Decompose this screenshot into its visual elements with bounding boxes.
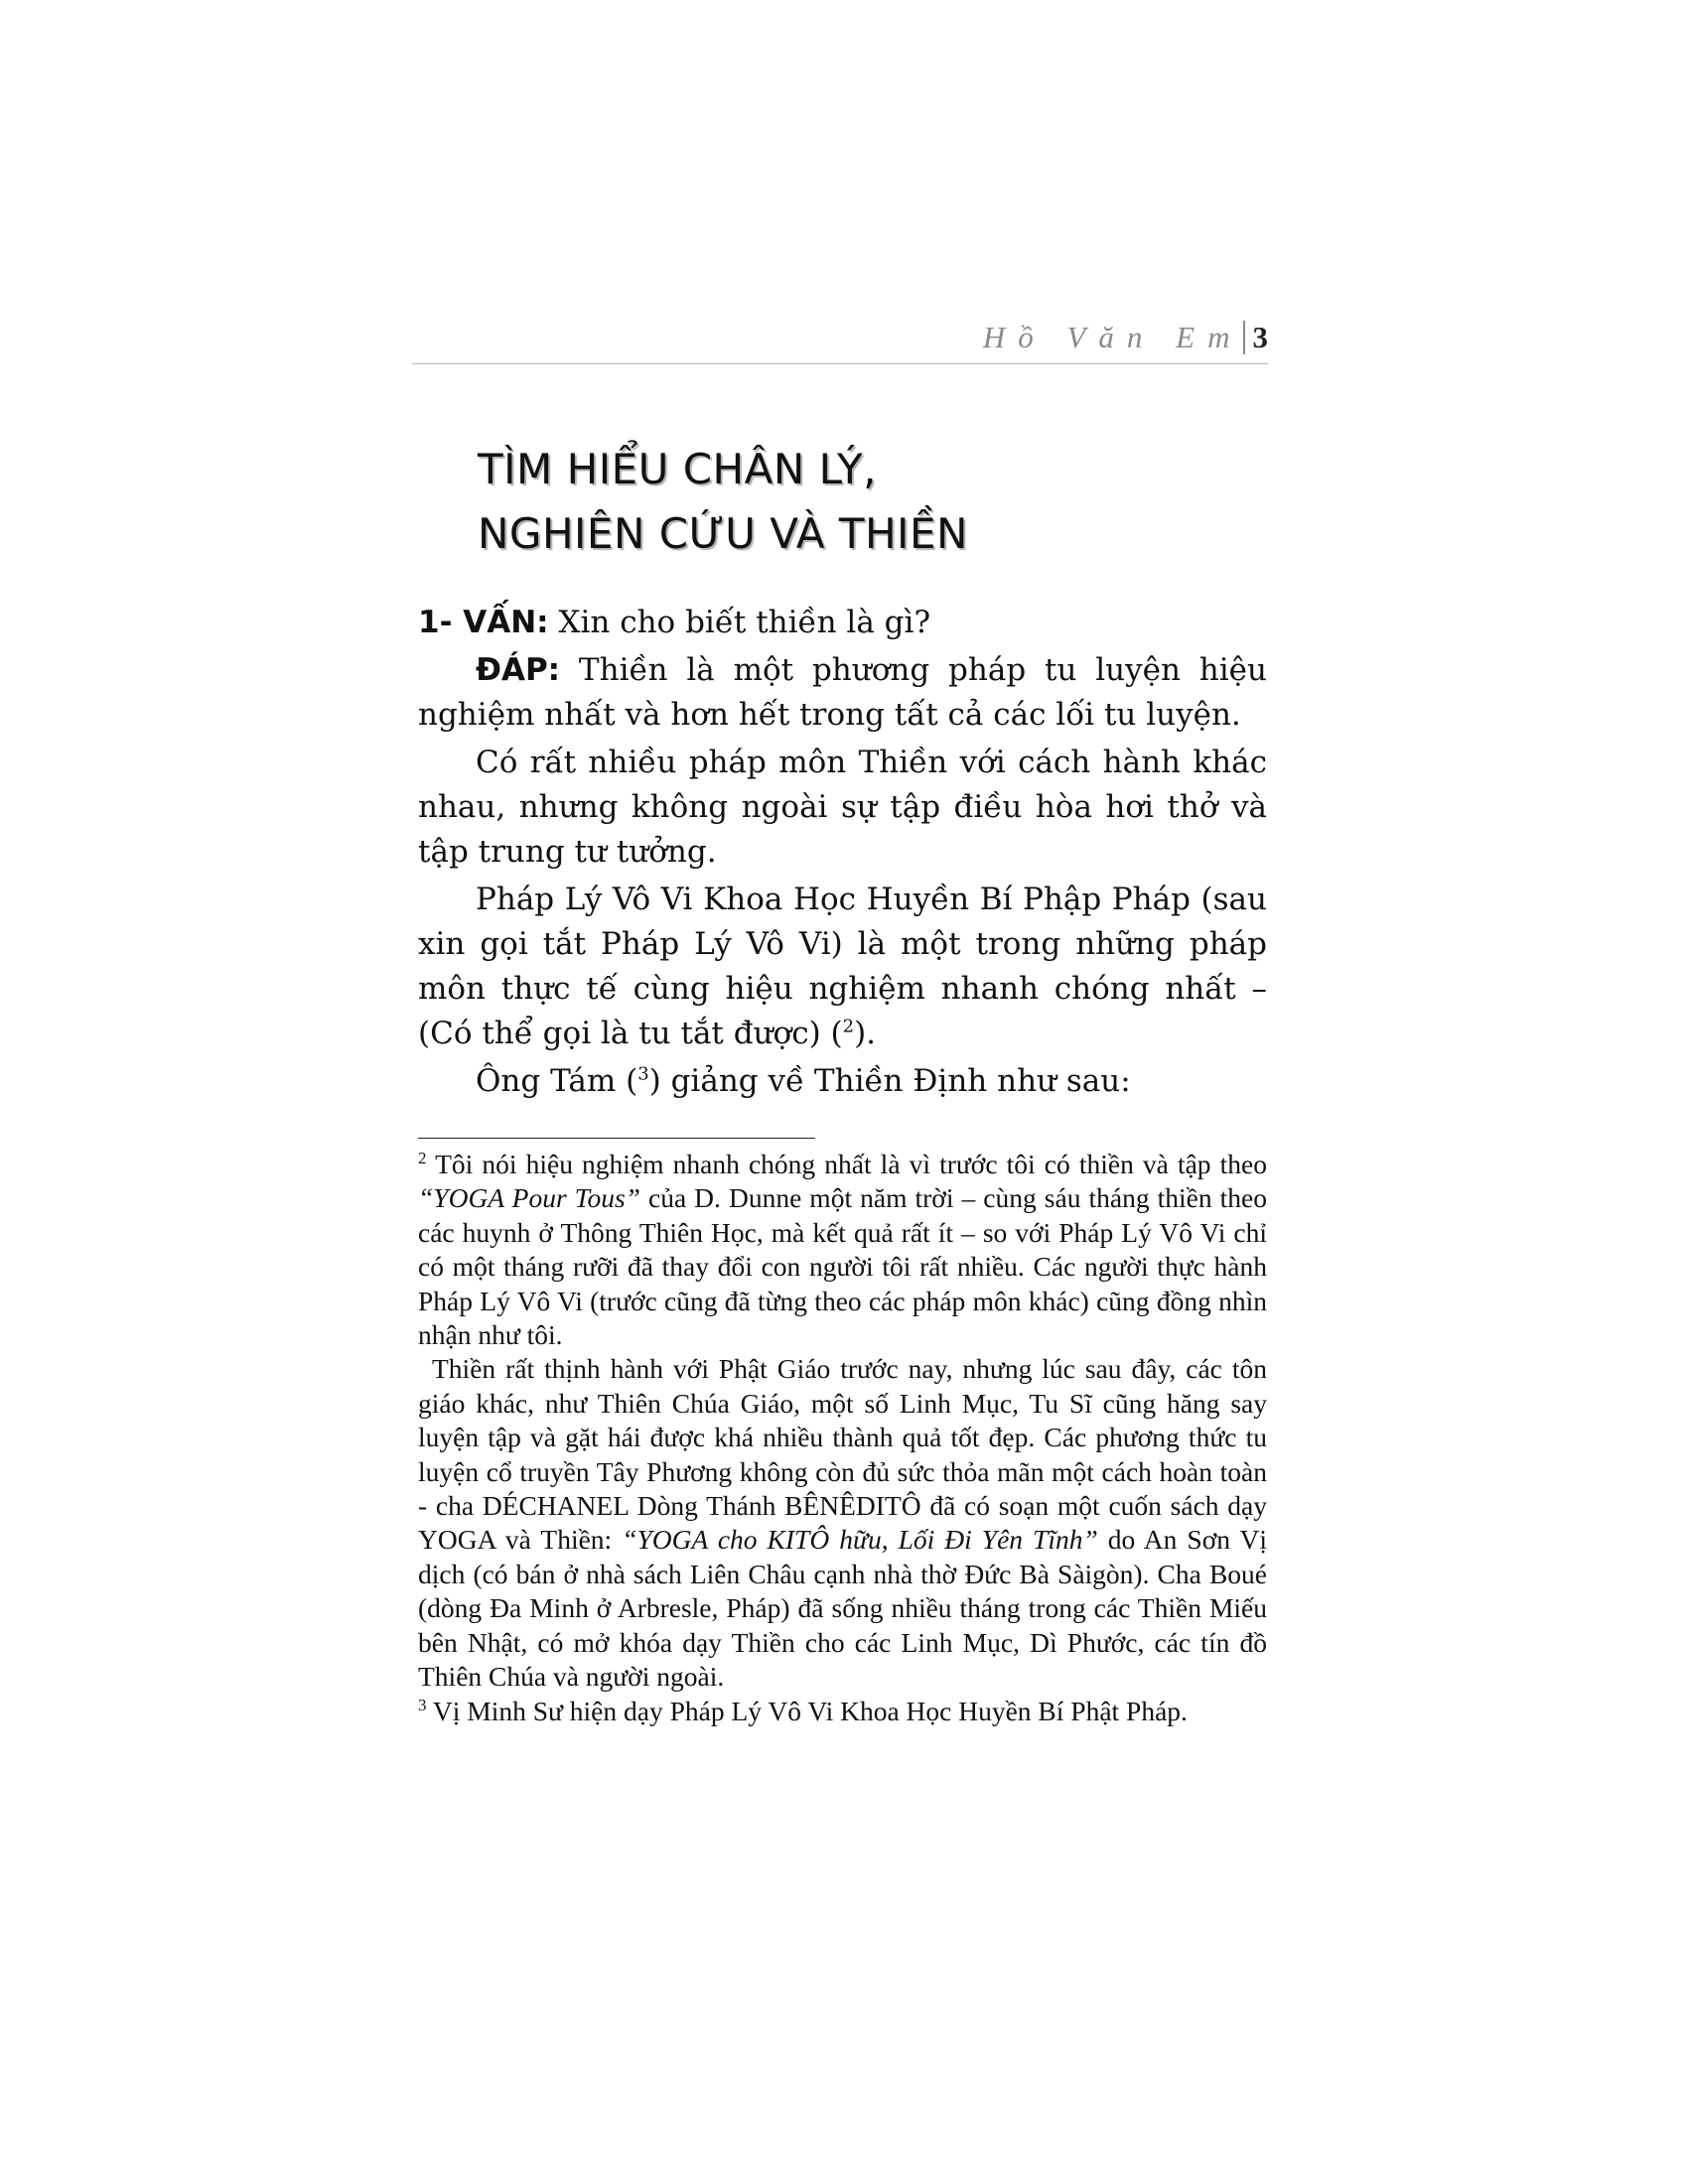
question-paragraph — [418, 601, 1267, 645]
paragraph-ong-tam — [418, 1059, 1267, 1104]
footnote-2-mark: 2 — [418, 1148, 427, 1167]
answer-paragraph — [418, 648, 1267, 738]
footnote-2-cont-book-title: “YOGA cho KITÔ hữu, Lối Đi Yên Tĩnh” — [622, 1524, 1098, 1556]
question-label: 1- VẤN: — [418, 605, 549, 640]
page-number: 3 — [1252, 320, 1268, 354]
chapter-title-line-1: TÌM HIỂU CHÂN LÝ, — [478, 445, 877, 493]
footnote-2-continuation — [418, 1352, 1267, 1694]
footnote-ref-2[interactable]: 2 — [842, 1016, 855, 1037]
footnote-2-cont-b: do An Sơn Vị dịch (có bán ở nhà sách Liên Châu cạnh nhà thờ Đức Bà Sàigòn). Cha Boué (dòng Đa Minh ở Arbresle, Pháp) đã sống nhiều tháng trong các Thiền Miếu bên Nhật, có mở khóa dạy Thiền cho các Linh Mục, Dì Phước, các tín đồ Thiên Chúa và người ngoài. — [418, 1524, 1267, 1693]
footnote-2 — [418, 1148, 1267, 1352]
footnote-2-book-title: “YOGA Pour Tous” — [418, 1182, 640, 1214]
paragraph-phap-ly-text: Pháp Lý Vô Vi Khoa Học Huyền Bí Phập Pháp (sau xin gọi tắt Pháp Lý Vô Vi) là một trong những pháp môn thực tế cùng hiệu nghiệm nhanh chóng nhất – (Có thể gọi là tu tắt được) ( — [418, 882, 1267, 1051]
answer-text: Thiền là một phương pháp tu luyện hiệu nghiệm nhất và hơn hết trong tất cả các lối tu luyện. — [418, 652, 1267, 733]
paragraph-ong-tam-start: Ông Tám ( — [476, 1063, 638, 1099]
footnote-2-text-b: của D. Dunne một năm trời – cùng sáu tháng thiền theo các huynh ở Thông Thiên Học, mà kết quả rất ít – so với Pháp Lý Vô Vi chỉ có một tháng rưỡi đã thay đổi con người tôi rất nhiều. Các người thực hành Pháp Lý Vô Vi (trước cũng đã từng theo các pháp môn khác) cũng đồng nhìn nhận như tôi. — [418, 1182, 1267, 1351]
footnote-3 — [418, 1695, 1267, 1728]
footnote-3-text: Vị Minh Sư hiện dạy Pháp Lý Vô Vi Khoa Học Huyền Bí Phật Pháp. — [426, 1695, 1188, 1726]
chapter-title — [478, 437, 1272, 566]
answer-label: ĐÁP: — [476, 652, 561, 688]
footnote-3-mark: 3 — [418, 1695, 427, 1714]
body-text — [418, 601, 1267, 1107]
header-divider — [1243, 321, 1245, 354]
question-text: Xin cho biết thiền là gì? — [548, 605, 931, 640]
chapter-title-line-2: NGHIÊN CỨU VÀ THIỀN — [478, 509, 968, 558]
paragraph-phap-ly-end: ). — [854, 1016, 877, 1051]
paragraph-methods: Có rất nhiều pháp môn Thiền với cách hành khác nhau, nhưng không ngoài sự tập điều hòa hơi thở và tập trung tư tưởng. — [418, 745, 1267, 870]
running-header-author: Hồ Văn Em — [982, 320, 1243, 354]
paragraph-ong-tam-end: ) giảng về Thiền Định như sau: — [648, 1063, 1131, 1099]
footnote-ref-3[interactable]: 3 — [637, 1063, 649, 1085]
footnote-2-cont-a: Thiền rất thịnh hành với Phật Giáo trước nay, nhưng lúc sau đây, các tôn giáo khác, như Thiên Chúa Giáo, một số Linh Mục, Tu Sĩ cũng hăng say luyện tập và gặt hái được khá nhiều thành quả tốt đẹp. Các phương thức tu luyện cổ truyền Tây Phương không còn đủ sức thỏa mãn một cách hoàn toàn - cha DÉCHANEL Dòng Thánh BÊNÊDITÔ đã có soạn một cuốn sách dạy YOGA và Thiền: — [418, 1353, 1267, 1556]
footnotes — [418, 1148, 1267, 1728]
paragraph-phap-ly-vo-vi — [418, 878, 1267, 1056]
footnote-separator — [418, 1138, 815, 1139]
running-header — [412, 320, 1268, 364]
footnote-2-text-a: Tôi nói hiệu nghiệm nhanh chóng nhất là vì trước tôi có thiền và tập theo — [426, 1149, 1267, 1179]
